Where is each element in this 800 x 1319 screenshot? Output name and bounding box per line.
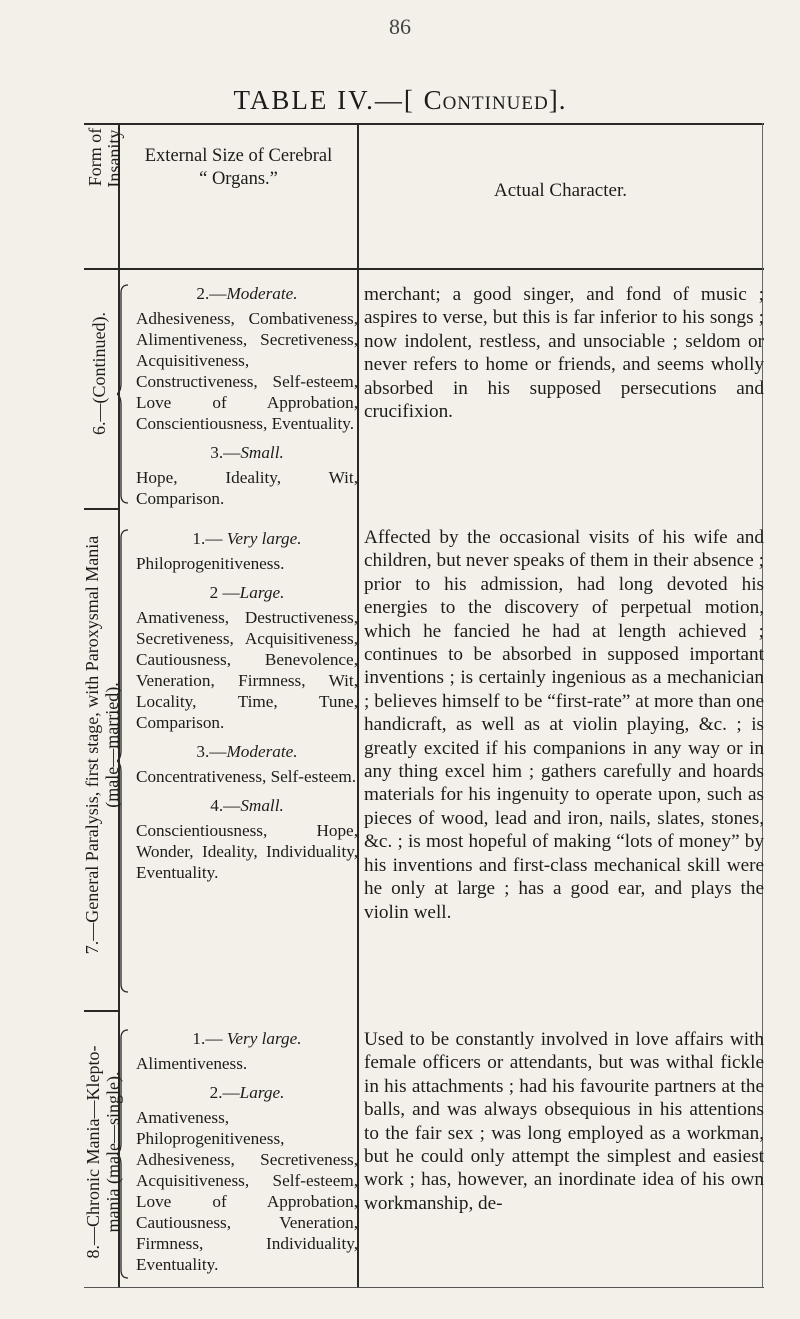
header-external-size <box>120 145 357 191</box>
table-title-main: TABLE IV.—[ <box>233 85 415 115</box>
organ-list: Philoprogenitiveness. <box>136 554 285 573</box>
organ-list: Hope, Ideality, Wit, Comparison. <box>136 468 358 508</box>
organ-level: 2.—Moderate. <box>196 284 298 303</box>
character-row-6: merchant; a good singer, and fond of music ; aspires to verse, but this is far inferior to his songs ; now indolent, restless, and unsociable ; seldom or never refers to home or friends, and seems wholly absorbed in his supposed persecutions and crucifixion. <box>364 284 764 423</box>
organ-level: 3.—Moderate. <box>196 742 298 761</box>
organ-list: Conscientiousness, Hope, Wonder, Ideality, Individuality, Eventuality. <box>136 821 358 882</box>
header-form-of-insanity <box>86 123 124 191</box>
organs-row-8 <box>136 1028 358 1283</box>
organ-level: 3.—Small. <box>210 443 284 462</box>
header-actual-character: Actual Character. <box>494 180 627 201</box>
brace-6 <box>117 283 131 505</box>
form-label-8-line2: mania (male—single). <box>103 1071 123 1233</box>
form-label-6: 6.—(Continued). <box>89 312 109 435</box>
header-form-line1: Form of <box>85 127 105 187</box>
rule-top <box>84 123 764 125</box>
form-label-7-line2: (male—married). <box>102 682 122 808</box>
table-title <box>0 85 800 116</box>
organ-list: Adhesiveness, Combativeness, Alimentiveness, Secretiveness, Acquisitiveness, Constructiveness, Self-esteem, Love of Approbation, Conscientiousness, Eventuality. <box>136 309 358 433</box>
organ-list: Concentrativeness, Self-esteem. <box>136 767 357 786</box>
organ-list: Amativeness, Philoprogenitiveness, Adhesiveness, Secretiveness, Acquisitiveness, Self-esteem, Love of Approbation, Cautiousness, Veneration, Firmness, Individuality, Eventuality. <box>136 1108 358 1274</box>
header-size-line1: External Size of Cerebral <box>144 146 333 166</box>
rule-form-sep2 <box>84 1010 118 1012</box>
organ-list: Amativeness, Destructiveness, Secretiveness, Acquisitiveness, Cautiousness, Benevolence, Veneration, Firmness, Wit, Locality, Time, Tune, Comparison. <box>136 608 358 732</box>
header-form-line2: Insanity. <box>104 126 124 188</box>
brace-8 <box>117 1028 131 1280</box>
rule-header <box>84 268 764 270</box>
organ-level: 2 —Large. <box>209 583 285 602</box>
data-table <box>84 123 764 1283</box>
rule-form-sep1 <box>84 508 118 510</box>
organ-list: Alimentiveness. <box>136 1054 248 1073</box>
page-number: 86 <box>389 14 411 39</box>
form-label-7-line1: 7.—General Paralysis, first stage, with Paroxysmal Mania <box>82 535 102 955</box>
organ-level: 2.—Large. <box>209 1083 285 1102</box>
character-row-8: Used to be constantly involved in love affairs with female officers or attendants, but was withal fickle in his attachments ; had his favourite partners at the balls, and was always obsequious in his attentions to the fair sex ; was long employed as a workman, but he could only attempt the simplest and easiest work ; has, however, an inordinate idea of his own workmanship, de- <box>364 1029 764 1214</box>
organs-row-6 <box>136 283 358 517</box>
organ-level: 1.— Very large. <box>192 1029 302 1048</box>
form-label-7 <box>82 525 122 965</box>
rule-bottom <box>84 1287 764 1288</box>
form-label-8-line1: 8.—Chronic Mania—Klepto- <box>83 1045 103 1259</box>
header-size-line2: “ Organs.” <box>199 169 278 189</box>
organ-level: 1.— Very large. <box>192 529 302 548</box>
organ-level: 4.—Small. <box>210 796 284 815</box>
table-title-continued: Continued]. <box>423 85 567 115</box>
organs-row-7 <box>136 528 358 891</box>
character-row-7: Affected by the occasional visits of his wife and children, but never speaks of them in their absence ; prior to his admission, had long devoted his energies to the discovery of perpetual motion, which he fancied he had at length achieved ; continues to be absorbed in supposed important inventions ; is certainly ingenious as a mechanician ; believes himself to be “first-rate” at more than one handicraft, as well as at violin playing, &c. ; is greatly excited if his companions in any way or in any thing excel him ; gathers carefully and hoards materials for his ingenuity to operate upon, such as pieces of wood, lead and iron, nails, slates, stones, &c. ; is most hopeful of making “lots of money” by his inventions and first-class mechanical skill were he only at large ; has a good ear, and plays the violin well. <box>364 527 764 923</box>
brace-7 <box>117 528 131 994</box>
